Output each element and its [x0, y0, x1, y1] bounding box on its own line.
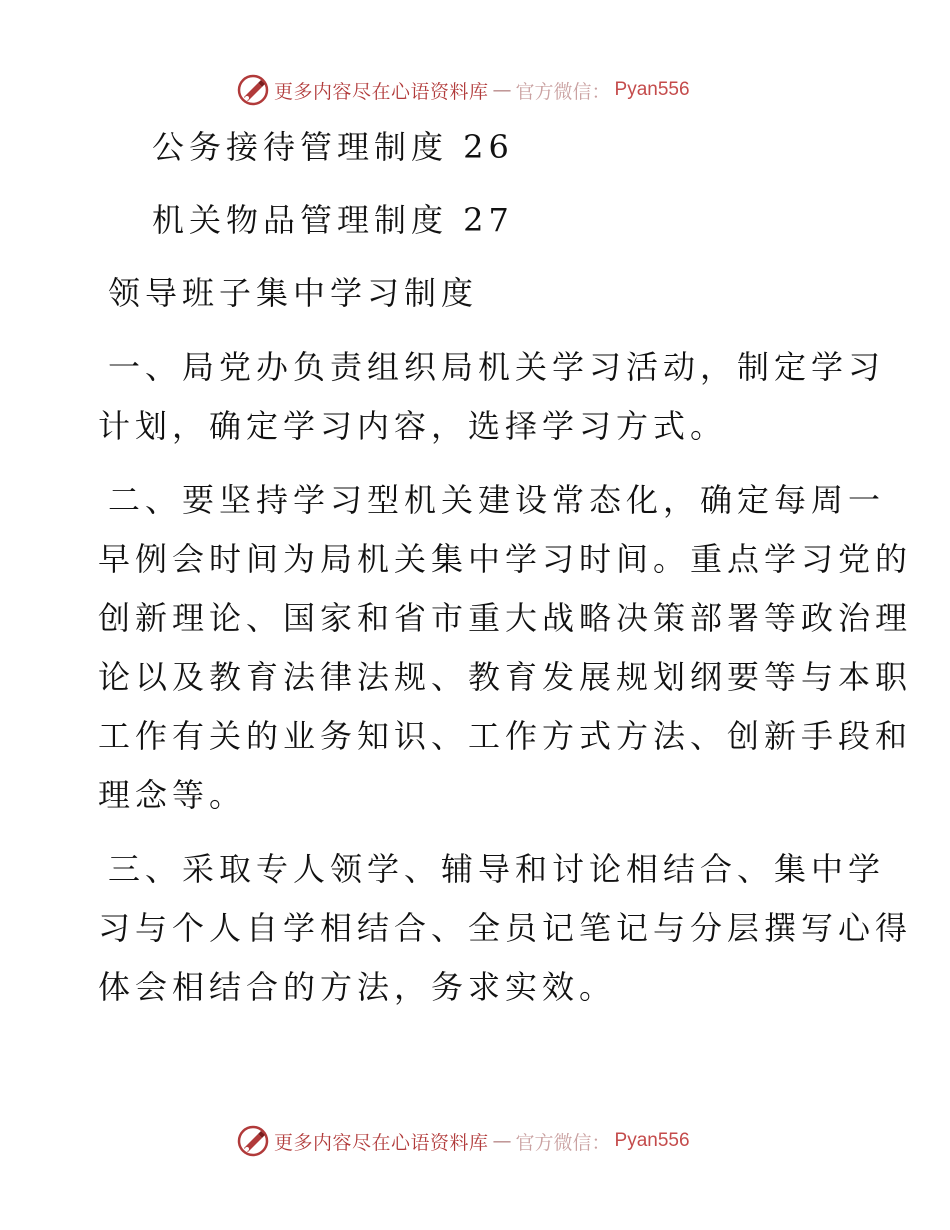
paragraph-line: 工作有关的业务知识、工作方式方法、创新手段和 [98, 717, 913, 755]
watermark-official-label: 官方微信： [515, 1131, 611, 1154]
watermark-wechat-id: Pyan556 [614, 79, 690, 100]
paragraph-line: 体会相结合的方法，务求实效。 [98, 968, 617, 1006]
paragraph-line: 三、采取专人领学、辅导和讨论相结合、集中学 [108, 850, 886, 888]
watermark-main-text: 更多内容尽在心语资料库 [274, 80, 489, 103]
watermark-separator: — [492, 1130, 512, 1152]
paragraph-line: 论以及教育法律法规、教育发展规划纲要等与本职 [98, 658, 913, 696]
watermark-main-text: 更多内容尽在心语资料库 [274, 1131, 489, 1154]
paragraph-line: 一、局党办负责组织局机关学习活动，制定学习 [108, 348, 886, 386]
paragraph-line: 习与个人自学相结合、全员记笔记与分层撰写心得 [98, 909, 913, 947]
toc-entry: 机关物品管理制度 27 [152, 201, 514, 239]
pen-logo-icon [236, 1124, 270, 1158]
watermark-official-label: 官方微信： [515, 80, 611, 103]
paragraph-line: 理念等。 [98, 776, 247, 814]
watermark-separator: — [492, 79, 512, 101]
header-watermark [236, 73, 690, 107]
watermark-wechat-id: Pyan556 [614, 1130, 690, 1151]
paragraph-line: 二、要坚持学习型机关建设常态化，确定每周一 [108, 481, 886, 519]
toc-entry: 公务接待管理制度 26 [152, 128, 514, 166]
paragraph-line: 早例会时间为局机关集中学习时间。重点学习党的 [98, 540, 913, 578]
section-title: 领导班子集中学习制度 [108, 274, 479, 312]
footer-watermark [236, 1124, 690, 1158]
paragraph-line: 计划，确定学习内容，选择学习方式。 [98, 407, 728, 445]
paragraph-line: 创新理论、国家和省市重大战略决策部署等政治理 [98, 599, 913, 637]
pen-logo-icon [236, 73, 270, 107]
